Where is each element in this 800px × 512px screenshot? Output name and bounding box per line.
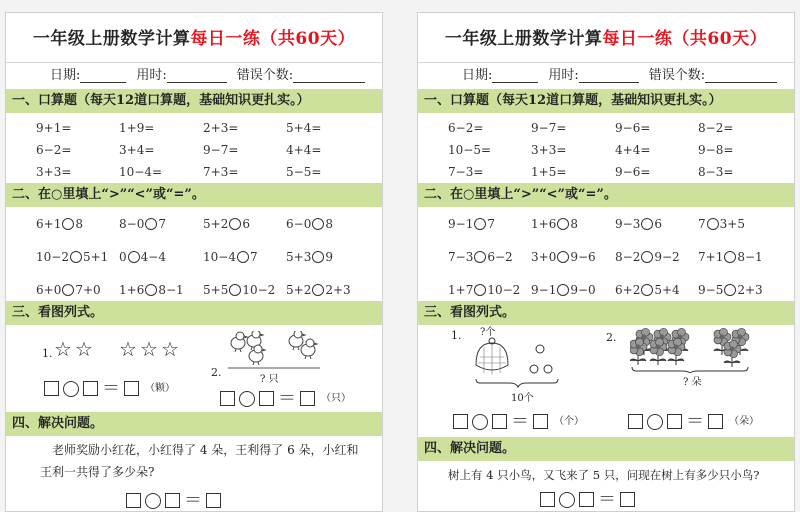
item-1-number: 1.: [42, 347, 53, 360]
mental-math-problem[interactable]: 9−6=: [615, 121, 650, 135]
compare-circle[interactable]: [70, 251, 82, 263]
compare-circle[interactable]: [724, 284, 736, 296]
compare-problem: [286, 283, 351, 297]
mental-math-problem[interactable]: 10−5=: [448, 143, 491, 157]
compare-left: 8−0: [119, 217, 144, 231]
answer-equation: [124, 487, 223, 512]
compare-circle[interactable]: [312, 284, 324, 296]
answer-box[interactable]: [628, 414, 643, 429]
compare-right: 7: [487, 217, 495, 231]
answer-box[interactable]: [540, 492, 555, 507]
section-2-heading: 二、在○里填上“>”“<”或“=”。: [6, 183, 382, 207]
compare-problem: [698, 217, 745, 231]
answer-box[interactable]: [492, 414, 507, 429]
mental-math-problem[interactable]: 9−6=: [615, 165, 650, 179]
compare-problem: [203, 283, 275, 297]
unit-label: （个）: [554, 416, 584, 427]
compare-circle[interactable]: [128, 251, 140, 263]
compare-right: 7: [158, 217, 166, 231]
compare-left: 10−4: [203, 250, 236, 264]
compare-problem: [119, 217, 166, 231]
mental-math-problem[interactable]: 3+3=: [36, 165, 71, 179]
compare-right: 10−2: [242, 283, 275, 297]
compare-right: 2+3: [737, 283, 762, 297]
compare-circle[interactable]: [557, 284, 569, 296]
mental-math-problem[interactable]: 7+3=: [203, 165, 238, 179]
answer-equation: [42, 375, 175, 401]
compare-right: 8: [75, 217, 83, 231]
compare-circle[interactable]: [557, 251, 569, 263]
compare-right: 5+1: [83, 250, 108, 264]
star-icon: ☆: [161, 339, 179, 359]
compare-left: 3+0: [531, 250, 556, 264]
compare-left: 5+2: [203, 217, 228, 231]
compare-problem: [448, 250, 513, 264]
compare-problem: [615, 250, 680, 264]
compare-left: 1+7: [448, 283, 473, 297]
title-highlight: 每日一练（共60天）: [602, 29, 767, 49]
item-2-number: 2.: [211, 366, 222, 379]
compare-circle[interactable]: [724, 251, 736, 263]
operator-circle[interactable]: [239, 391, 255, 407]
equals-sign: ＝: [598, 488, 616, 512]
mental-math-problem[interactable]: 6−2=: [448, 121, 483, 135]
equals-sign: ＝: [686, 410, 704, 434]
compare-circle[interactable]: [312, 251, 324, 263]
compare-circle[interactable]: [145, 218, 157, 230]
mental-math-problem[interactable]: 5+4=: [286, 121, 321, 135]
answer-box[interactable]: [126, 493, 141, 508]
compare-right: 4−4: [141, 250, 166, 264]
mental-math-problem[interactable]: 6−2=: [36, 143, 71, 157]
time-label: 用时:: [548, 68, 578, 83]
compare-circle[interactable]: [641, 218, 653, 230]
picture-problem-section: [6, 325, 382, 412]
answer-box[interactable]: [708, 414, 723, 429]
compare-left: 10−2: [36, 250, 69, 264]
mental-math-problem[interactable]: 1+9=: [119, 121, 154, 135]
compare-left: 5+5: [203, 283, 228, 297]
compare-problem: [448, 283, 520, 297]
worksheet-title: [6, 13, 382, 63]
compare-problem: [531, 217, 578, 231]
answer-equation: [626, 408, 759, 434]
item-2-number: 2.: [606, 331, 617, 344]
compare-left: 5+3: [286, 250, 311, 264]
answer-box[interactable]: [579, 492, 594, 507]
mental-math-problem[interactable]: 3+3=: [531, 143, 566, 157]
mental-math-problem[interactable]: 5−5=: [286, 165, 321, 179]
mental-math-problem[interactable]: 9−7=: [203, 143, 238, 157]
info-row: [418, 63, 794, 89]
star-icon: ☆: [140, 339, 158, 359]
compare-circle[interactable]: [312, 218, 324, 230]
compare-right: 7+0: [75, 283, 100, 297]
answer-box[interactable]: [44, 381, 59, 396]
operator-circle[interactable]: [472, 414, 488, 430]
worksheet-right: [417, 12, 795, 512]
section-4-heading: 四、解决问题。: [418, 437, 794, 461]
answer-box[interactable]: [259, 391, 274, 406]
mental-math-problem[interactable]: 4+4=: [615, 143, 650, 157]
word-problem-text: 树上有 4 只小鸟，又飞来了 5 只，问现在树上有多少只小鸟?: [418, 461, 794, 486]
worksheet-title: [418, 13, 794, 63]
title-highlight: 每日一练（共60天）: [190, 29, 355, 49]
compare-right: 9: [325, 250, 333, 264]
mental-math-problem[interactable]: 8−2=: [698, 121, 733, 135]
compare-right: 5+4: [654, 283, 679, 297]
compare-right: 6: [242, 217, 250, 231]
answer-box[interactable]: [300, 391, 315, 406]
time-label: 用时:: [136, 68, 166, 83]
compare-left: 6+2: [615, 283, 640, 297]
star-icon: ☆: [119, 339, 137, 359]
mental-math-problem[interactable]: 8−3=: [698, 165, 733, 179]
mental-math-problem[interactable]: 1+5=: [531, 165, 566, 179]
compare-circle[interactable]: [474, 218, 486, 230]
compare-circle[interactable]: [641, 284, 653, 296]
errors-field[interactable]: [705, 69, 777, 83]
answer-box[interactable]: [83, 381, 98, 396]
answer-equation: [451, 408, 584, 434]
compare-right: 8: [325, 217, 333, 231]
item-1-number: 1.: [451, 329, 462, 342]
compare-left: 9−3: [615, 217, 640, 231]
compare-right: 6: [654, 217, 662, 231]
compare-left: 1+6: [119, 283, 144, 297]
compare-left: 9−1: [531, 283, 556, 297]
compare-circle[interactable]: [62, 284, 74, 296]
compare-circle[interactable]: [237, 251, 249, 263]
section-1-heading: 一、口算题（每天12道口算题，基础知识更扎实。）: [418, 89, 794, 113]
errors-label: 错误个数:: [237, 68, 293, 83]
chicks-picture: [224, 331, 324, 371]
date-label: 日期:: [50, 68, 80, 83]
compare-circle[interactable]: [474, 284, 486, 296]
answer-box[interactable]: [220, 391, 235, 406]
unit-label: （只）: [321, 393, 351, 404]
answer-equation: [538, 486, 637, 512]
compare-problem: [36, 283, 101, 297]
compare-problem: [531, 250, 596, 264]
compare-left: 7: [698, 217, 706, 231]
compare-circle[interactable]: [557, 218, 569, 230]
basket-bottom-caption: 10个: [511, 389, 534, 404]
unit-label: （朵）: [729, 416, 759, 427]
answer-box[interactable]: [667, 414, 682, 429]
compare-circle[interactable]: [641, 251, 653, 263]
compare-problem: [448, 217, 495, 231]
basket-top-caption: ?个: [480, 323, 495, 338]
time-field[interactable]: [167, 69, 227, 83]
compare-left: 7−3: [448, 250, 473, 264]
star-icon: ☆: [75, 339, 93, 359]
answer-equation: [218, 385, 351, 411]
mental-math-problem[interactable]: 4+4=: [286, 143, 321, 157]
compare-right: 7: [250, 250, 258, 264]
mental-math-problem[interactable]: 9+1=: [36, 121, 71, 135]
basket-with-fruit-picture: [468, 335, 588, 391]
answer-box[interactable]: [453, 414, 468, 429]
title-main: 一年级上册数学计算: [33, 29, 191, 49]
errors-field[interactable]: [293, 69, 365, 83]
mental-math-problem[interactable]: 9−8=: [698, 143, 733, 157]
compare-right: 9−6: [570, 250, 595, 264]
compare-problem: [203, 217, 250, 231]
compare-right: 3+5: [720, 217, 745, 231]
compare-circle[interactable]: [707, 218, 719, 230]
section-1-heading: 一、口算题（每天12道口算题，基础知识更扎实。）: [6, 89, 382, 113]
compare-section: [418, 207, 794, 301]
compare-left: 6+1: [36, 217, 61, 231]
operator-circle[interactable]: [145, 493, 161, 509]
chicks-caption: ? 只: [260, 370, 279, 385]
compare-problem: [615, 217, 662, 231]
compare-circle[interactable]: [229, 218, 241, 230]
unit-label: （颗）: [145, 383, 175, 394]
section-3-heading: 三、看图列式。: [418, 301, 794, 325]
answer-box[interactable]: [165, 493, 180, 508]
compare-left: 5+2: [286, 283, 311, 297]
picture-problem-section: [418, 325, 794, 437]
info-row: [6, 63, 382, 89]
answer-box[interactable]: [124, 381, 139, 396]
compare-right: 2+3: [325, 283, 350, 297]
mental-math-problem[interactable]: 2+3=: [203, 121, 238, 135]
compare-circle[interactable]: [62, 218, 74, 230]
compare-problem: [698, 250, 763, 264]
compare-left: 8−2: [615, 250, 640, 264]
date-label: 日期:: [462, 68, 492, 83]
compare-circle[interactable]: [229, 284, 241, 296]
compare-left: 9−5: [698, 283, 723, 297]
equals-sign: ＝: [102, 377, 120, 401]
operator-circle[interactable]: [647, 414, 663, 430]
compare-problem: [203, 250, 258, 264]
worksheet-left: [5, 12, 383, 512]
compare-section: [6, 207, 382, 301]
word-problem-text: 老师奖励小红花，小红得了 4 朵，王利得了 6 朵，小红和王利一共得了多少朵?: [6, 436, 382, 483]
compare-right: 9−0: [570, 283, 595, 297]
answer-box[interactable]: [206, 493, 221, 508]
compare-circle[interactable]: [474, 251, 486, 263]
compare-problem: [286, 217, 333, 231]
flowers-caption: ? 朵: [683, 373, 702, 388]
equals-sign: ＝: [184, 489, 202, 512]
title-main: 一年级上册数学计算: [445, 29, 603, 49]
compare-left: 6−0: [286, 217, 311, 231]
compare-right: 8: [570, 217, 578, 231]
compare-problem: [36, 250, 108, 264]
compare-problem: [531, 283, 596, 297]
mental-math-section: [418, 113, 794, 183]
compare-problem: [615, 283, 680, 297]
mental-math-section: [6, 113, 382, 183]
compare-right: 6−2: [487, 250, 512, 264]
date-field[interactable]: [492, 69, 538, 83]
compare-right: 8−1: [737, 250, 762, 264]
mental-math-problem[interactable]: 10−4=: [119, 165, 162, 179]
equals-sign: ＝: [278, 387, 296, 411]
compare-problem: [119, 283, 184, 297]
section-2-heading: 二、在○里填上“>”“<”或“=”。: [418, 183, 794, 207]
flowers-picture: [630, 327, 750, 373]
compare-problem: [286, 250, 333, 264]
time-field[interactable]: [579, 69, 639, 83]
compare-left: 9−1: [448, 217, 473, 231]
mental-math-problem[interactable]: 3+4=: [119, 143, 154, 157]
section-3-heading: 三、看图列式。: [6, 301, 382, 325]
compare-problem: [36, 217, 83, 231]
star-icon: ☆: [54, 339, 72, 359]
compare-left: 7+1: [698, 250, 723, 264]
operator-circle[interactable]: [63, 381, 79, 397]
compare-problem: [698, 283, 763, 297]
compare-problem: [119, 250, 166, 264]
compare-left: 1+6: [531, 217, 556, 231]
compare-right: 8−1: [158, 283, 183, 297]
compare-right: 10−2: [487, 283, 520, 297]
date-field[interactable]: [80, 69, 126, 83]
compare-left: 6+0: [36, 283, 61, 297]
compare-right: 9−2: [654, 250, 679, 264]
compare-left: 0: [119, 250, 127, 264]
answer-box[interactable]: [533, 414, 548, 429]
answer-box[interactable]: [620, 492, 635, 507]
section-4-heading: 四、解决问题。: [6, 412, 382, 436]
mental-math-problem[interactable]: 9−7=: [531, 121, 566, 135]
errors-label: 错误个数:: [649, 68, 705, 83]
compare-circle[interactable]: [145, 284, 157, 296]
equals-sign: ＝: [511, 410, 529, 434]
mental-math-problem[interactable]: 7−3=: [448, 165, 483, 179]
